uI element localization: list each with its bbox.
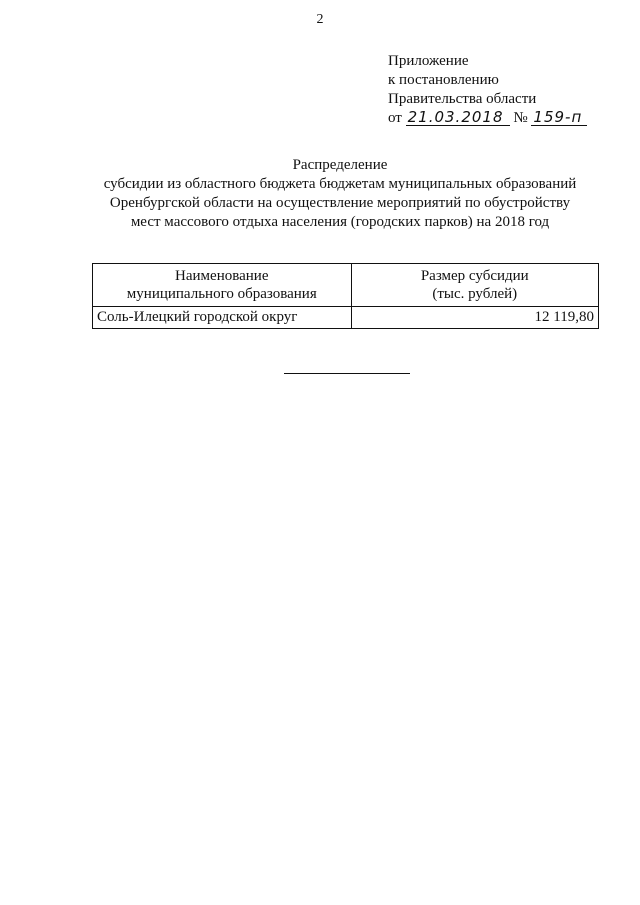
title-line-4: мест массового отдыха населения (городских парков) на 2018 год (130, 214, 550, 230)
handwritten-date: 21.03.2018 (406, 109, 510, 126)
title-line-2: субсидии из областного бюджета бюджетам муниципальных образований (103, 176, 577, 192)
from-label: от (388, 110, 402, 126)
appendix-government: Правительства области (388, 91, 537, 107)
header-subsidy-amount: Размер субсидии (тыс. рублей) (351, 264, 598, 307)
document-title (60, 156, 620, 232)
header-municipality: Наименование муниципального образования (93, 264, 352, 307)
table-row (93, 307, 599, 329)
municipality-name: Соль-Илецкий городской округ (93, 307, 352, 329)
appendix-date-number-line (388, 109, 587, 128)
page-number: 2 (316, 12, 324, 27)
number-label: № (513, 110, 528, 126)
appendix-to-resolution: к постановлению (388, 72, 499, 88)
subsidy-table (92, 263, 599, 329)
subsidy-amount: 12 119,80 (351, 307, 598, 329)
title-line-3: Оренбургской области на осуществление мероприятий по обустройству (109, 195, 571, 211)
appendix-block (388, 52, 587, 128)
end-divider (284, 373, 410, 374)
appendix-title: Приложение (388, 53, 469, 69)
title-heading: Распределение (292, 157, 388, 173)
table-header-row (93, 264, 599, 307)
handwritten-number: 159-п (531, 109, 587, 126)
